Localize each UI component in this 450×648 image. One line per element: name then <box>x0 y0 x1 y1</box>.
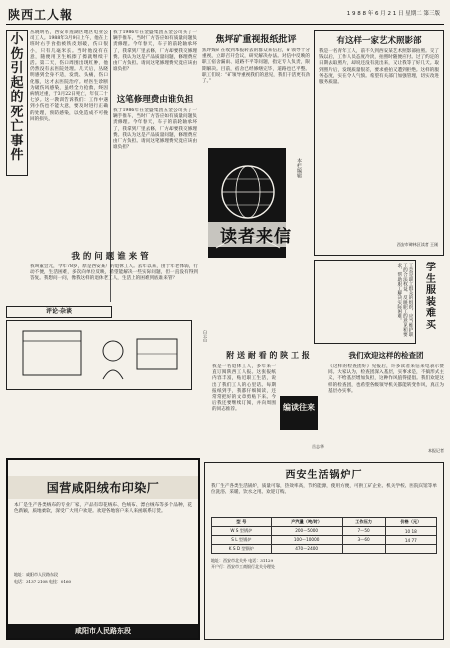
dye-factory-body: 本厂是生产各类绒布的专业厂家，产品有印花绒布、色绒布、漂白绒布等多个品种，花色新颖，质地柔软，深受广大用户欢迎。欢迎各地客户来人来函联系订货。 <box>14 503 192 515</box>
dye-factory-address: 地址：咸阳市人民路东段 <box>14 572 58 577</box>
readers-letters-title: 读者来信 <box>208 222 304 247</box>
cartoon-icon <box>7 321 192 390</box>
column-intro-title: 编读往来 <box>280 396 318 430</box>
neighbor-letter-body: 我是一名退休工人，多年来一直订阅陕西工人报。这张报纸内容丰富，贴近职工生活，说出了我们工人的心里话。每期报纸到手，我都仔细阅读，还常常把好的文章剪贴下来。今后我还要继续订阅，并向周围的同志推荐。 <box>212 364 276 413</box>
bread-cart-body: 我于1986年在金盛集团五金公司买了一辆手推车，当时厂方答应如有质量问题负责修理。今年春天，车子的前轮轴承坏了，我拿到厂里去修，厂方却要我交修理费。我认为这是产品质量问题，修理费应由厂方负担。请问这笔修理费究竟应该由谁负担？ <box>113 108 197 151</box>
table-header: 型 号 <box>212 518 272 527</box>
small-error-headline-char: 死 <box>10 104 24 120</box>
essay-author: 白云山 <box>203 330 208 342</box>
boiler-factory-ad <box>204 462 444 640</box>
table-cell: 7～50 <box>342 527 385 536</box>
boiler-factory-address: 地址：西安市北关外 电话：31129 <box>211 558 273 563</box>
table-row <box>212 527 437 536</box>
dye-factory-footer: 咸阳市人民路东段 <box>8 624 198 638</box>
boiler-factory-body: 我厂生产各类生活锅炉，质量可靠，热效率高，节约能源，使用方便，可供工矿企业、机关学校、医院宾馆等单位洗浴、采暖、饮水之用。欢迎订购。 <box>211 484 437 496</box>
small-error-headline-char: 起 <box>10 75 24 91</box>
dye-factory-ad <box>6 458 200 640</box>
table-cell: 10 18 <box>385 527 436 536</box>
small-error-headline-char: 小 <box>10 32 24 47</box>
neighbor-letter-headline: 附 送 耐 看 的 陕 工 报 <box>226 350 310 360</box>
table-cell: 470～2400 <box>271 545 342 554</box>
boiler-factory-name: 西安生活锅炉厂 <box>285 470 363 481</box>
our-opinion-headline: 我 的 问 题 谁 来 管 <box>71 252 149 262</box>
small-error-headline-char: 事 <box>10 133 24 149</box>
table-cell: K S D 型锅炉 <box>212 545 272 554</box>
table-cell: S L 型锅炉 <box>212 536 272 545</box>
table-header: 价格（元） <box>385 518 436 527</box>
student-uniform-headline <box>423 262 439 331</box>
boiler-factory-bank: 开户行：西安市工商银行北关分理处 <box>211 564 275 570</box>
our-opinion-body: 我叫董会元，今年78岁，原是西安某厂的退休工人。去年以来，由于年老体弱，行动不便，生活困难，多次向单位反映，希望能解决一些实际问题，但一直没有得到答复。我想问一问，像我这样的退休老工人，生活上的困难到底谁来管？ <box>30 264 198 282</box>
exam-note-body: 《这样的检查团好》见报后，许多读者来信来电表示赞同。大家认为，检查团深入基层，实事求是，不搞形式主义，不给基层增加负担，这种作风值得提倡。我们欢迎这样的检查团，也希望各级领导机关都能转变作风，真正为基层办实事。 <box>328 364 444 394</box>
family-shoes-signature: 西安市碑林区读者 王刚 <box>396 242 438 247</box>
small-error-headline-char: 件 <box>10 148 24 163</box>
student-uniform-headline-char: 服 <box>426 285 436 296</box>
small-error-headline <box>9 33 25 164</box>
table-row <box>212 536 437 545</box>
right-vertical-text: 工会是职工群众的组织，应当维护职工的合法权益，反映职工的意见和要求，帮助职工解决实际困难。 <box>314 260 416 344</box>
family-shoes-box <box>314 30 444 256</box>
table-cell: 100～10000 <box>271 536 342 545</box>
table-cell: 3～60 <box>342 536 385 545</box>
exam-note-headline: 我们欢迎这样的检查团 <box>348 351 424 360</box>
readers-letters-editor-tag: 本栏编辑 <box>296 158 302 178</box>
tv-criticism-body: 焦坪煤矿在收到本报转去的群众来信后，矿领导十分重视，立即召开会议，研究解决办法。对信中反映的职工宿舍漏雨、道路不平等问题，指定专人负责，限期解决。目前，宿舍已经修缮完毕，道路也已平整。职工们说：“矿领导重视我们的意见，我们干活更有劲了。” <box>202 48 310 85</box>
family-shoes-headline: 有这样一家艺术照影部 <box>336 36 422 46</box>
small-error-headline-box <box>6 30 28 176</box>
dye-factory-phone: 电话：3137 2108 电挂：0160 <box>14 579 72 585</box>
bread-cart-headline: 这笔修理费由谁负担 <box>116 95 194 105</box>
small-error-body: 丛晓明名，西安市莲湖区地区电业公司工人。1988年3月9日上午，他在上班时右手食指被铁皮划破，伤口很小，只有几毫米长。当时他没有在意，随便用卫生纸擦了擦就继续干活。第二天，伤口周围出现红肿，他仍然没有去医院处理。几天后，丛晓明感到全身不适，发烧、头痛，伤口化脓，这才去医院治疗。经医生诊断为破伤风感染，虽经全力抢救，终因病情过重，于3月22日死亡，年仅二十七岁。这一教训告诉我们：工作中遇到小伤也不能大意，要及时进行正确的处理，预防感染，以免造成不可挽回的损失。 <box>30 30 108 122</box>
neighbor-letter-author: 岳志华 <box>312 444 324 449</box>
dye-factory-name: 国营咸阳绒布印染厂 <box>8 476 198 499</box>
small-error-headline-char: 引 <box>10 61 24 76</box>
student-uniform-headline-char: 学 <box>426 262 436 273</box>
masthead-date-line: 1 9 8 8 年 6 月 2 1 日 星期二 第三版 <box>346 11 440 17</box>
family-shoes-body: 我是一名青年工人，前不久到西安某艺术照影部拍照。交了钱以后，工作人员态度冷淡，拍照时随便应付。过了约定的日期去取照片，却说还没有洗出来，又让我等了好几天。取到照片后，发现质量很差，要求重拍又遭到拒绝。这样的服务态度，实在令人气愤。希望有关部门加强管理，切实改进服务质量。 <box>319 49 439 86</box>
table-row <box>212 545 437 554</box>
tv-criticism-headline: 焦坪矿重视报纸批评 <box>215 35 297 45</box>
bread-cart-body-top: 我于1986年在金盛集团五金公司买了一辆手推车，当时厂方答应如有质量问题负责修理。今年春天，车子的前轮轴承坏了，我拿到厂里去修，厂方却要我交修理费。我认为这是产品质量问题，修理费应由厂方负担。请问这笔修理费究竟应该由谁负担？ <box>113 30 197 73</box>
student-uniform-headline-char: 装 <box>426 296 436 308</box>
table-header: 产汽量（吨/时） <box>271 518 342 527</box>
masthead-rule <box>6 24 444 25</box>
table-header: 工作压力 <box>342 518 385 527</box>
table-cell: W S 型锅炉 <box>212 527 272 536</box>
exam-note-author: 本报记者 <box>428 448 444 453</box>
small-error-headline-char: 伤 <box>10 46 24 62</box>
table-cell <box>385 545 436 554</box>
essay-box-label: 评论·杂谈 <box>6 306 112 318</box>
small-error-headline-char: 的 <box>10 90 24 105</box>
boiler-spec-table <box>211 517 437 554</box>
student-uniform-headline-char: 买 <box>426 319 436 331</box>
table-cell <box>342 545 385 554</box>
student-uniform-headline-box <box>420 262 442 342</box>
masthead-logo: 陕西工人報 <box>8 8 74 22</box>
small-error-headline-char: 亡 <box>10 119 24 134</box>
student-uniform-headline-char: 生 <box>426 273 436 285</box>
table-cell: 14 77 <box>385 536 436 545</box>
student-uniform-headline-char: 难 <box>426 308 436 319</box>
readers-letters-block <box>208 138 304 268</box>
essay-illustration <box>6 320 192 390</box>
table-cell: 200～5000 <box>271 527 342 536</box>
